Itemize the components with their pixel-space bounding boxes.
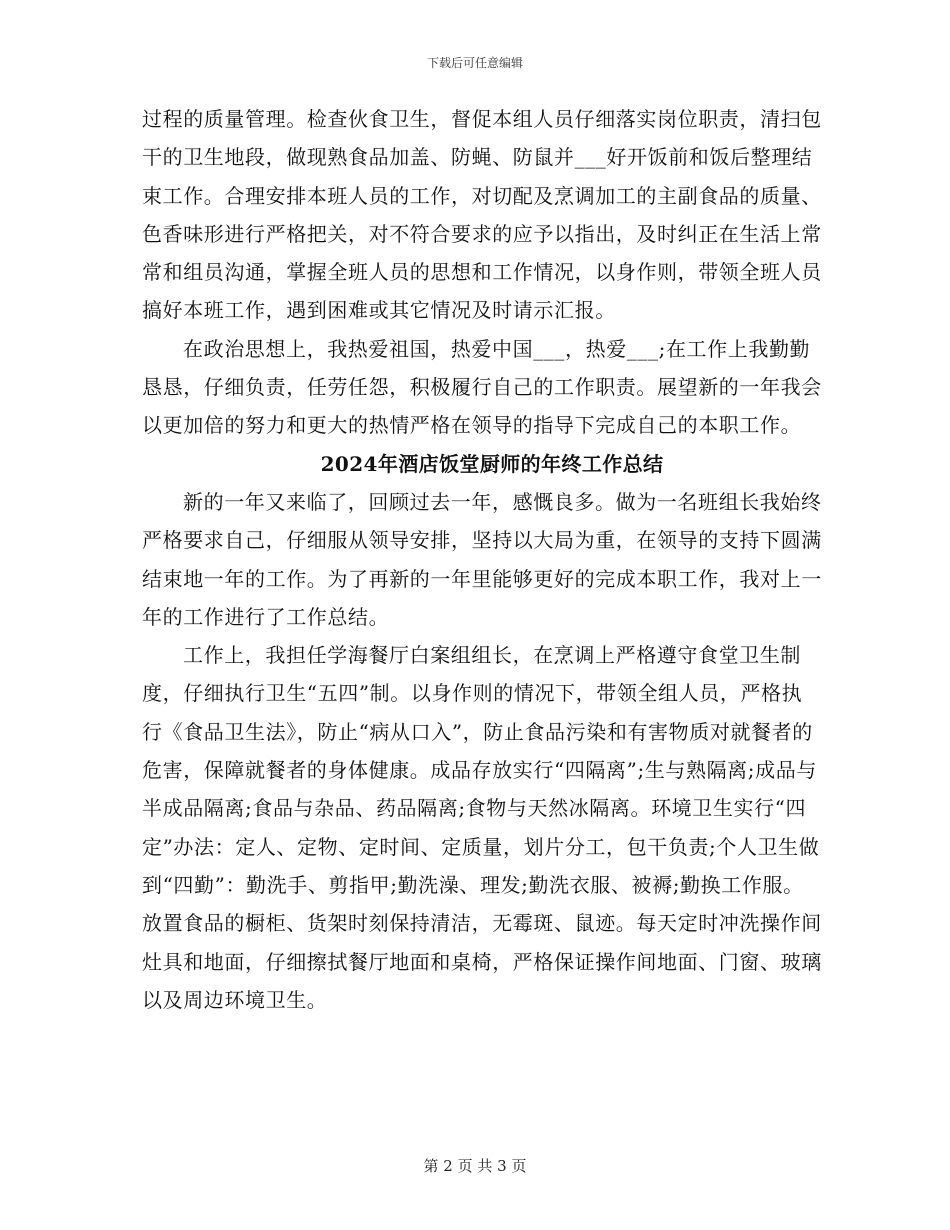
paragraph-political: 在政治思想上，我热爱祖国，热爱中国___，热爱___;在工作上我勤勤恳恳，仔细负责，任劳任怨，积极履行自己的工作职责。展望新的一年我会以更加倍的努力和更大的热情严格在领导的指导下完成自己的本职工作。 bbox=[142, 336, 822, 438]
section-title: 2024年酒店饭堂厨师的年终工作总结 bbox=[320, 451, 664, 476]
header-note: 下载后可任意编辑 bbox=[426, 56, 523, 70]
paragraph-work: 工作上，我担任学海餐厅白案组组长，在烹调上严格遵守食堂卫生制度，仔细执行卫生“五四”制。以身作则的情况下，带领全组人员，严格执行《食品卫生法》，防止“病从口入”，防止食品污染和有害物质对就餐者的危害，保障就餐者的身体健康。成品存放实行“四隔离”;生与熟隔离;成品与半成品隔离;食品与杂品、药品隔离;食物与天然冰隔离。环境卫生实行“四定”办法：定人、定物、定时间、定质量，划片分工，包干负责;个人卫生做到“四勤”：勤洗手、剪指甲;勤洗澡、理发;勤洗衣服、被褥;勤换工作服。放置食品的橱柜、货架时刻保持清洁，无霉斑、鼠迹。每天定时冲洗操作间灶具和地面，仔细擦拭餐厅地面和桌椅，严格保证操作间地面、门窗、玻璃以及周边环境卫生。 bbox=[142, 643, 822, 1012]
paragraph-intro: 新的一年又来临了，回顾过去一年，感慨良多。做为一名班组长我始终严格要求自己，仔细服从领导安排，坚持以大局为重，在领导的支持下圆满结束地一年的工作。为了再新的一年里能够更好的完成本职工作，我对上一年的工作进行了工作总结。 bbox=[142, 489, 822, 629]
page-footer: 第 2 页 共 3 页 bbox=[423, 1157, 527, 1175]
document-body bbox=[142, 100, 822, 1019]
paragraph-continued: 过程的质量管理。检查伙食卫生，督促本组人员仔细落实岗位职责，清扫包干的卫生地段，做现熟食品加盖、防蝇、防鼠并___好开饭前和饭后整理结束工作。合理安排本班人员的工作，对切配及烹调加工的主副食品的质量、色香味形进行严格把关，对不符合要求的应予以指出，及时纠正在生活上常常和组员沟通，掌握全班人员的思想和工作情况，以身作则，带领全班人员搞好本班工作，遇到困难或其它情况及时请示汇报。 bbox=[142, 107, 822, 323]
